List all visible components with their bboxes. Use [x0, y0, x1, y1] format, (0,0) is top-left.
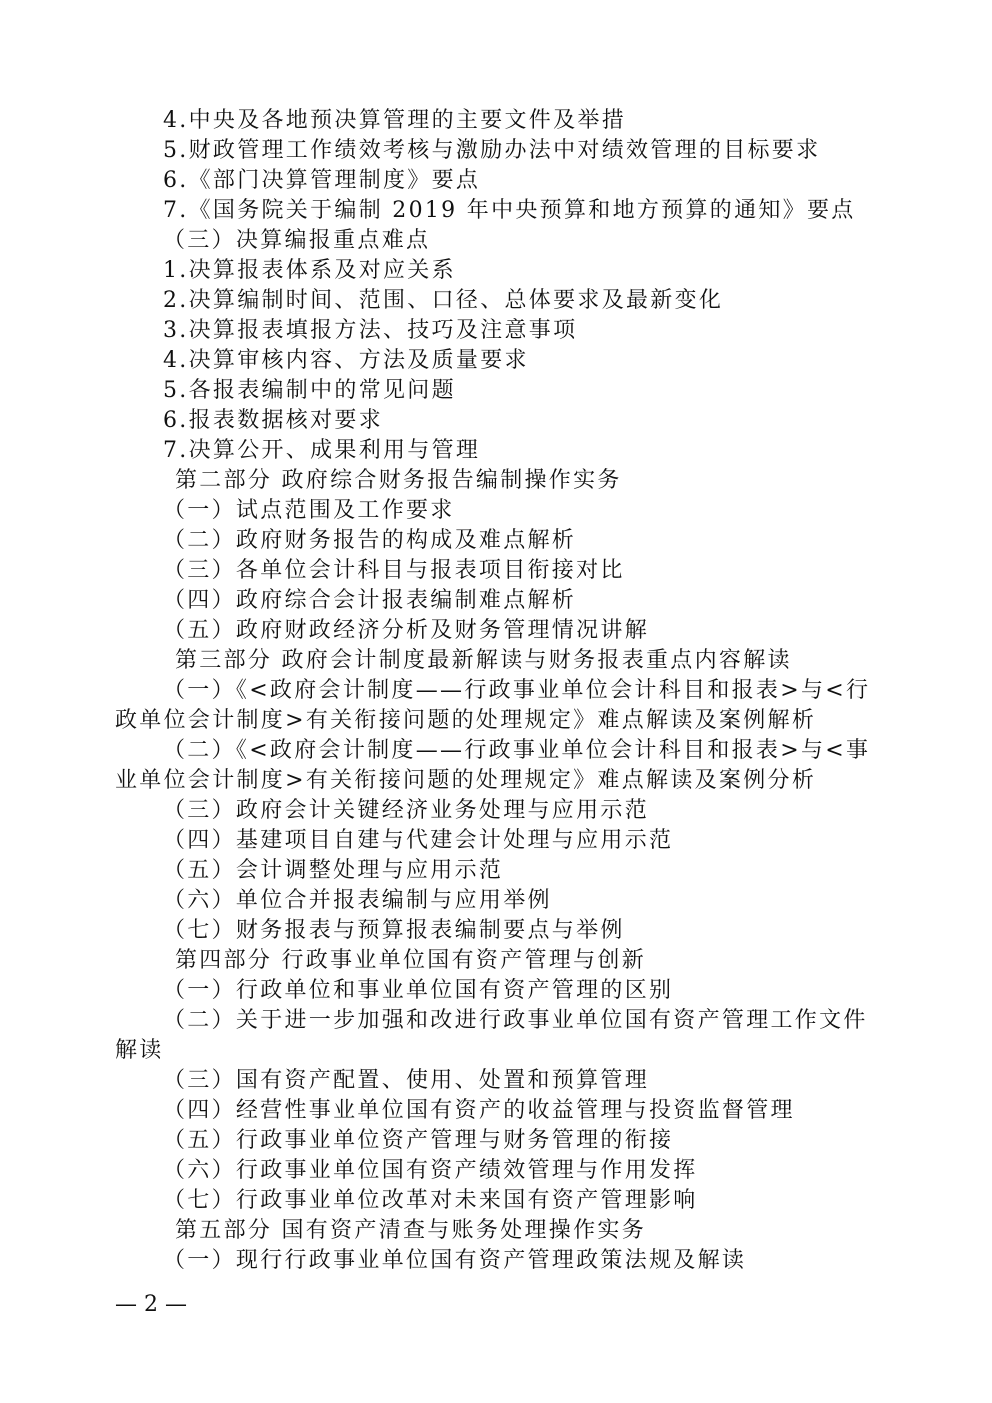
list-item: （六）行政事业单位国有资产绩效管理与作用发挥: [163, 1158, 698, 1183]
list-item: （四）经营性事业单位国有资产的收益管理与投资监督管理: [163, 1098, 795, 1123]
list-item: 6.报表数据核对要求: [163, 408, 383, 433]
list-item: 5.财政管理工作绩效考核与激励办法中对绩效管理的目标要求: [163, 138, 821, 163]
list-item-continuation: 政单位会计制度>有关衔接问题的处理规定》难点解读及案例解析: [115, 708, 817, 733]
list-item: （七）财务报表与预算报表编制要点与举例: [163, 918, 625, 943]
subsection-heading: （三）决算编报重点难点: [163, 228, 431, 253]
list-item: （二）《<政府会计制度——行政事业单位会计科目和报表>与<事: [163, 738, 871, 763]
list-item: 6.《部门决算管理制度》要点: [163, 168, 481, 193]
list-item: （五）政府财政经济分析及财务管理情况讲解: [163, 618, 650, 643]
part-heading: 第五部分 国有资产清查与账务处理操作实务: [175, 1218, 646, 1243]
document-body: [115, 106, 885, 1276]
list-item: 5.各报表编制中的常见问题: [163, 378, 456, 403]
part-heading: 第二部分 政府综合财务报告编制操作实务: [175, 468, 622, 493]
list-item: 1.决算报表体系及对应关系: [163, 258, 456, 283]
part-heading: 第三部分 政府会计制度最新解读与财务报表重点内容解读: [175, 648, 792, 673]
list-item: （四）基建项目自建与代建会计处理与应用示范: [163, 828, 674, 853]
list-item: （三）政府会计关键经济业务处理与应用示范: [163, 798, 650, 823]
list-item: 3.决算报表填报方法、技巧及注意事项: [163, 318, 578, 343]
list-item: （三）各单位会计科目与报表项目衔接对比: [163, 558, 625, 583]
part-heading: 第四部分 行政事业单位国有资产管理与创新: [175, 948, 646, 973]
list-item: （五）行政事业单位资产管理与财务管理的衔接: [163, 1128, 674, 1153]
list-item: （一）《<政府会计制度——行政事业单位会计科目和报表>与<行: [163, 678, 871, 703]
list-item: （四）政府综合会计报表编制难点解析: [163, 588, 577, 613]
list-item: 4.中央及各地预决算管理的主要文件及举措: [163, 108, 626, 133]
list-item-continuation: 业单位会计制度>有关衔接问题的处理规定》难点解读及案例分析: [115, 768, 817, 793]
list-item: 2.决算编制时间、范围、口径、总体要求及最新变化: [163, 288, 724, 313]
list-item: （二）政府财务报告的构成及难点解析: [163, 528, 577, 553]
list-item: （一）行政单位和事业单位国有资产管理的区别: [163, 978, 674, 1003]
list-item-continuation: 解读: [115, 1038, 164, 1063]
list-item: 4.决算审核内容、方法及质量要求: [163, 348, 529, 373]
list-item: （六）单位合并报表编制与应用举例: [163, 888, 552, 913]
list-item: （三）国有资产配置、使用、处置和预算管理: [163, 1068, 650, 1093]
list-item: （二）关于进一步加强和改进行政事业单位国有资产管理工作文件: [163, 1008, 868, 1033]
page-number: — 2 —: [115, 1292, 187, 1317]
list-item: 7.《国务院关于编制 2019 年中央预算和地方预算的通知》要点: [163, 198, 856, 223]
list-item: （一）试点范围及工作要求: [163, 498, 455, 523]
list-item: 7.决算公开、成果利用与管理: [163, 438, 481, 463]
list-item: （一）现行行政事业单位国有资产管理政策法规及解读: [163, 1248, 747, 1273]
list-item: （五）会计调整处理与应用示范: [163, 858, 504, 883]
list-item: （七）行政事业单位改革对未来国有资产管理影响: [163, 1188, 698, 1213]
